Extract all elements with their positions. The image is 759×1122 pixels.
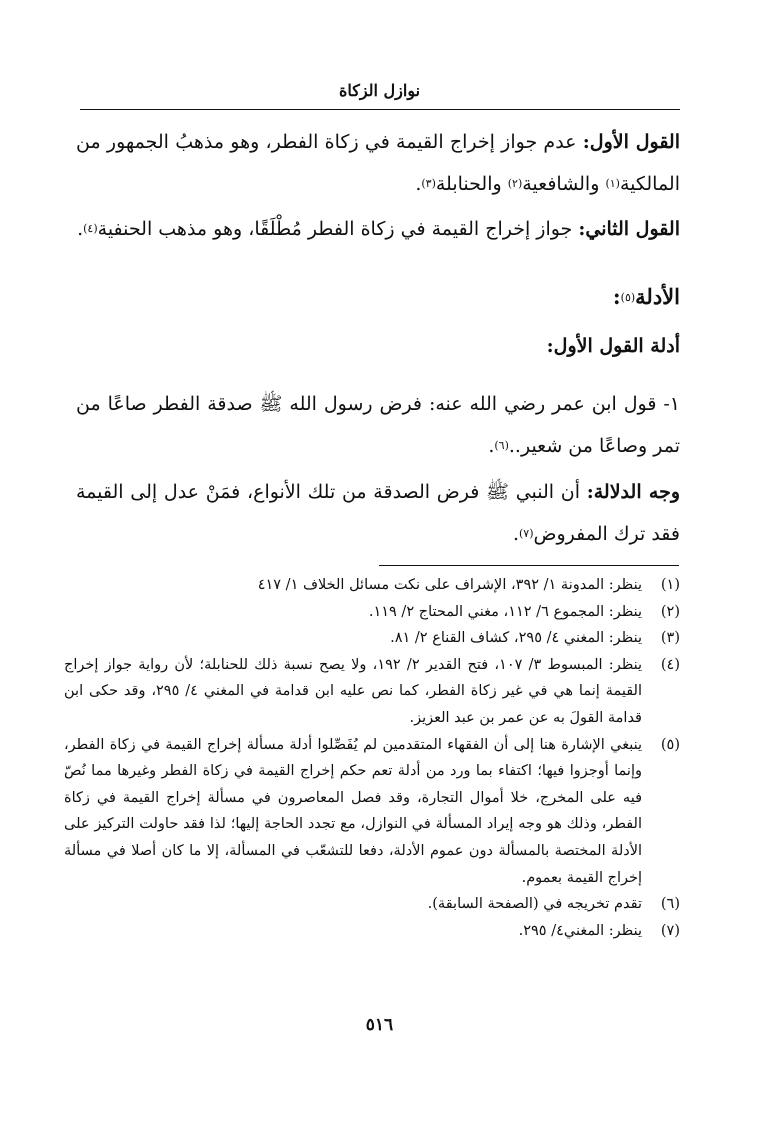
first-opinion-paragraph bbox=[76, 121, 680, 205]
footnote-ref: (٧) bbox=[519, 527, 534, 540]
first-opinion-evidence-heading bbox=[76, 325, 680, 367]
footnote-number: (٦) bbox=[660, 896, 680, 913]
footnote-ref: (٤) bbox=[83, 222, 98, 235]
footnote-ref: (٥) bbox=[620, 291, 636, 304]
text: عدم جواز إخراج القيمة في زكاة الفطر، وهو مذهبُ الجمهور من المالكية bbox=[76, 131, 680, 195]
footnote-ref: (٢) bbox=[507, 177, 523, 190]
evidence-explanation-paragraph bbox=[76, 471, 680, 555]
footnote bbox=[64, 918, 680, 945]
hadith-paragraph bbox=[76, 383, 680, 467]
evidence-heading-text: الأدلة bbox=[635, 284, 680, 309]
evidence-heading bbox=[76, 276, 680, 318]
footnote bbox=[64, 891, 680, 918]
footnote bbox=[64, 599, 680, 626]
text: . bbox=[415, 173, 422, 195]
text: ١- قول ابن عمر رضي الله عنه: فرض رسول الله ﷺ صدقة الفطر صاعًا من تمر وصاعًا من شعير.. bbox=[76, 393, 680, 457]
text: أن النبي ﷺ فرض الصدقة من تلك الأنواع، فمَنْ عدل إلى القيمة فقد ترك المفروض bbox=[76, 481, 680, 545]
text: . bbox=[512, 523, 519, 545]
evidence-explanation-label: وجه الدلالة: bbox=[586, 481, 680, 503]
footnote-number: (٥) bbox=[660, 736, 680, 753]
footnote-number: (٧) bbox=[660, 922, 680, 939]
text: . bbox=[488, 435, 495, 457]
text: والحنابلة bbox=[435, 173, 508, 195]
footnote-rule bbox=[379, 565, 679, 566]
text: جواز إخراج القيمة في زكاة الفطر مُطْلَقًا، وهو مذهب الحنفية bbox=[97, 218, 579, 240]
text: . bbox=[77, 218, 84, 240]
footnote-text: ينظر: المغني٤/ ٢٩٥. bbox=[518, 922, 642, 939]
footnote bbox=[64, 732, 680, 892]
second-opinion-label: القول الثاني: bbox=[578, 218, 680, 240]
footnote-text: تقدم تخريجه في (الصفحة السابقة). bbox=[427, 896, 642, 913]
footnotes bbox=[64, 572, 680, 944]
footnote bbox=[64, 652, 680, 732]
subheading-text: أدلة القول الأول: bbox=[546, 335, 680, 357]
footnote-text: ينظر: المدونة ١/ ٣٩٢، الإشراف على نكت مسائل الخلاف ١/ ٤١٧ bbox=[257, 577, 642, 593]
footnote-ref: (١) bbox=[605, 177, 620, 190]
footnote-ref: (٣) bbox=[421, 177, 436, 190]
text: : bbox=[612, 284, 621, 309]
footnote-ref: (٦) bbox=[494, 439, 509, 452]
footnote-text: ينظر: المغني ٤/ ٢٩٥، كشاف القناع ٢/ ٨١. bbox=[390, 630, 642, 647]
running-head: نوازل الزكاة bbox=[338, 81, 421, 100]
footnote-text: ينظر: المجموع ٦/ ١١٢، مغني المحتاج ٢/ ١١٩. bbox=[368, 603, 642, 620]
footnote-text: ينظر: المبسوط ٣/ ١٠٧، فتح القدير ٢/ ١٩٢، ولا يصح نسبة ذلك للحنابلة؛ لأن رواية جواز إخراج القيمة إنما هي في غير زكاة الفطر، كما نص عليه ابن قدامة في المغني ٤/ ٢٩٥، وقد حكى ابن قدامة القولَ به عن عمر بن عبد العزيز. bbox=[64, 656, 642, 726]
page-number: ٥١٦ bbox=[365, 1015, 394, 1035]
second-opinion-paragraph bbox=[76, 208, 680, 250]
footnote-number: (٤) bbox=[660, 656, 680, 673]
footnote bbox=[64, 625, 680, 652]
footnote-number: (١) bbox=[660, 577, 680, 593]
first-opinion-label: القول الأول: bbox=[582, 131, 680, 153]
footnote-number: (٢) bbox=[660, 603, 680, 620]
footnote-text: ينبغي الإشارة هنا إلى أن الفقهاء المتقدمين لم يُفَصِّلوا أدلة مسألة إخراج القيمة في زكاة الفطر، وإنما أوجزوا فيها؛ اكتفاء بما ورد من أدلة تعم حكم إخراج القيمة في زكاة الفطر وغيرها مما نُصّ فيه على المخرج، خلا أموال التجارة، وقد فصل المعاصرون في مسألة إخراج القيمة في زكاة الفطر، وذلك هو وجه إيراد المسألة في النوازل، مع تجدد الحاجة إليها؛ لذا فقد حاولت التركيز على الأدلة المختصة بالمسألة دون عموم الأدلة، دفعا للتشعّب في المسألة، إلا ما كان أصلا في مسألة إخراج القيمة بعموم. bbox=[64, 736, 642, 886]
footnote bbox=[64, 572, 680, 599]
header-rule bbox=[80, 109, 680, 110]
footnote-number: (٣) bbox=[660, 630, 680, 647]
text: والشافعية bbox=[522, 173, 606, 195]
